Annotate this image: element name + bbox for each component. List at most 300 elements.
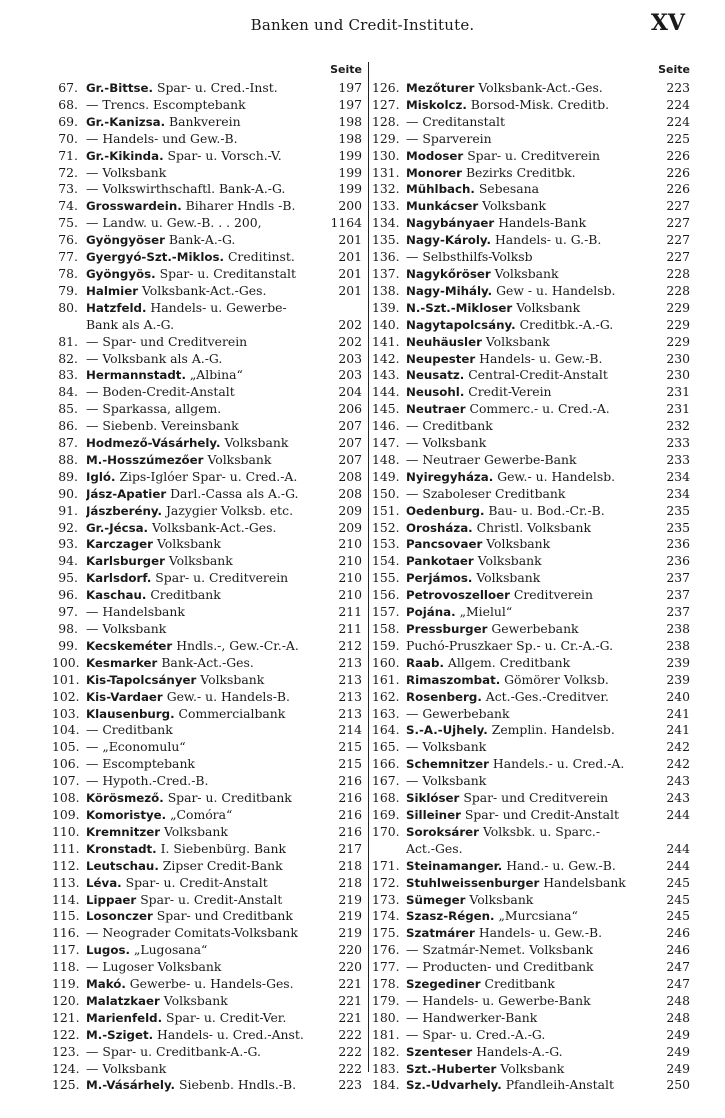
entry-institution: Volksbank <box>476 570 541 586</box>
entry-description <box>86 925 314 942</box>
entry-institution: — Szatmár-Nemet. Volksbank <box>406 942 593 958</box>
index-entry <box>372 993 690 1010</box>
entry-description <box>406 993 650 1010</box>
entry-institution: — Szaboleser Creditbank <box>406 485 566 501</box>
index-entry <box>52 452 362 469</box>
entry-institution: Spar- u. Creditbank <box>167 790 292 806</box>
entry-page: 244 <box>666 806 690 822</box>
entry-number: 106. <box>52 756 80 772</box>
index-entry <box>372 520 690 537</box>
entry-institution: Spar- u. Creditanstalt <box>159 265 296 281</box>
entry-number: 73. <box>58 181 78 197</box>
entry-institution: Handels- u. Gewerbe- <box>150 299 287 315</box>
entry-number: 74. <box>58 198 78 214</box>
entry-page: 247 <box>666 959 690 975</box>
index-entry <box>372 722 690 739</box>
entry-description <box>406 722 650 739</box>
entry-description <box>86 756 314 773</box>
entry-institution: Zipser Credit-Bank <box>162 857 283 873</box>
index-entry <box>52 1027 362 1044</box>
entry-place-name: Leutschau. <box>86 858 159 873</box>
index-entry <box>372 638 690 655</box>
entry-number: 180. <box>372 1009 400 1025</box>
entry-page: 1164 <box>330 215 362 231</box>
entry-page: 231 <box>666 384 690 400</box>
entry-page: 207 <box>338 451 362 467</box>
entry-page: 200 <box>338 198 362 214</box>
entry-description <box>406 908 650 925</box>
entry-number: 70. <box>58 130 78 146</box>
entry-description <box>406 807 650 824</box>
entry-place-name: Körösmező. <box>86 791 164 806</box>
entry-number: 137. <box>372 265 400 281</box>
index-entry <box>52 570 362 587</box>
entry-page: 198 <box>338 130 362 146</box>
entry-institution: — Volksbank <box>406 435 487 451</box>
entry-institution: — Volksbank <box>86 164 167 180</box>
entry-number: 92. <box>58 519 78 535</box>
entry-institution: Spar- und Creditverein <box>463 790 609 806</box>
entry-number: 76. <box>58 232 78 248</box>
entry-description <box>406 401 650 418</box>
entry-description <box>406 452 650 469</box>
entry-institution: Bank als A.-G. <box>86 316 175 332</box>
entry-institution: Spar- u. Vorsch.-V. <box>167 147 282 163</box>
entry-page: 215 <box>338 739 362 755</box>
entry-page: 207 <box>338 435 362 451</box>
entry-place-name: M.-Sziget. <box>86 1027 154 1042</box>
entry-description <box>406 131 650 148</box>
index-entry <box>52 317 362 334</box>
index-entry <box>52 621 362 638</box>
entry-institution: Volksbank <box>163 823 228 839</box>
entry-place-name: Karlsburger <box>86 554 165 569</box>
index-entry <box>372 587 690 604</box>
entry-description <box>86 858 314 875</box>
entry-description <box>406 536 650 553</box>
entry-place-name: Kaschau. <box>86 588 147 603</box>
page-header <box>0 8 725 44</box>
index-entry <box>52 334 362 351</box>
entry-description <box>406 1027 650 1044</box>
index-entry <box>372 739 690 756</box>
entry-page: 223 <box>338 1077 362 1093</box>
entry-page: 210 <box>338 570 362 586</box>
entry-page: 236 <box>666 536 690 552</box>
entry-place-name: Gyöngyöser <box>86 233 165 248</box>
entry-place-name: Makó. <box>86 977 126 992</box>
entry-description <box>406 638 650 655</box>
index-entry <box>372 367 690 384</box>
entry-institution: Gömörer Volksb. <box>504 671 609 687</box>
entry-number: 160. <box>372 654 400 670</box>
right-entry-list <box>372 80 690 1094</box>
entry-place-name: Petrovoszelloer <box>406 588 510 603</box>
index-entry <box>52 756 362 773</box>
index-entry <box>52 181 362 198</box>
entry-number: 112. <box>52 857 80 873</box>
entry-number: 123. <box>52 1043 80 1059</box>
entry-page: 201 <box>338 282 362 298</box>
index-entry <box>52 959 362 976</box>
entry-place-name: Sümeger <box>406 892 466 907</box>
entry-description <box>406 165 650 182</box>
index-entry <box>52 1044 362 1061</box>
entry-page: 212 <box>338 637 362 653</box>
index-entry <box>372 283 690 300</box>
entry-institution: Volksbank <box>516 299 581 315</box>
entry-page: 244 <box>666 857 690 873</box>
entry-place-name: Stuhlweissenburger <box>406 875 540 890</box>
index-entry <box>372 959 690 976</box>
entry-description <box>86 503 314 520</box>
entry-place-name: Kesmarker <box>86 655 158 670</box>
entry-number: 133. <box>372 198 400 214</box>
entry-institution: — Gewerbebank <box>406 705 510 721</box>
entry-description <box>86 435 314 452</box>
entry-number: 165. <box>372 739 400 755</box>
entry-institution: Bank-A.-G. <box>168 232 236 248</box>
entry-number: 114. <box>52 891 80 907</box>
entry-number: 167. <box>372 773 400 789</box>
entry-institution: Allgem. Creditbank <box>447 654 571 670</box>
entry-description <box>86 908 314 925</box>
entry-page: 247 <box>666 976 690 992</box>
entry-page: 221 <box>338 992 362 1008</box>
entry-description <box>86 367 314 384</box>
entry-place-name: Gr.-Kikinda. <box>86 148 164 163</box>
entry-place-name: Nagytapolcsány. <box>406 317 516 332</box>
index-entry <box>52 892 362 909</box>
entry-description <box>86 249 314 266</box>
entry-number: 163. <box>372 705 400 721</box>
entry-number: 85. <box>58 401 78 417</box>
index-entry <box>52 858 362 875</box>
entry-description <box>406 959 650 976</box>
entry-page: 218 <box>338 874 362 890</box>
index-entry <box>52 553 362 570</box>
index-entry <box>52 875 362 892</box>
entry-page: 242 <box>666 756 690 772</box>
entry-institution: — Creditanstalt <box>406 113 505 129</box>
index-entry <box>52 722 362 739</box>
entry-institution: Spar- u. Credit-Anstalt <box>140 891 283 907</box>
entry-description <box>406 604 650 621</box>
running-title: Banken und Credit-Institute. <box>250 16 475 34</box>
entry-description <box>406 486 650 503</box>
index-entry <box>372 148 690 165</box>
entry-description <box>406 334 650 351</box>
entry-page: 220 <box>338 942 362 958</box>
entry-page: 238 <box>666 621 690 636</box>
index-entry <box>372 418 690 435</box>
entry-place-name: Neusohl. <box>406 385 465 400</box>
entry-institution: Spar- u. Credit-Anstalt <box>125 874 268 890</box>
entry-page: 216 <box>338 806 362 822</box>
entry-institution: Volksbank <box>486 536 551 552</box>
entry-page: 242 <box>666 739 690 755</box>
index-entry <box>52 993 362 1010</box>
entry-number: 184. <box>372 1077 400 1093</box>
right-column <box>372 60 690 1094</box>
entry-page: 219 <box>338 891 362 907</box>
entry-description <box>406 824 650 841</box>
entry-page: 249 <box>666 1060 690 1076</box>
entry-number: 156. <box>372 587 400 603</box>
entry-place-name: Nagykőröser <box>406 266 491 281</box>
entry-page: 224 <box>666 113 690 129</box>
entry-number: 181. <box>372 1026 400 1042</box>
entry-institution: Gewerbe- u. Handels-Ges. <box>129 976 294 992</box>
entry-institution: Darl.-Cassa als A.-G. <box>170 485 299 501</box>
entry-description <box>406 317 650 334</box>
entry-institution: Handels- u. G.-B. <box>494 232 602 248</box>
entry-page: 231 <box>666 401 690 417</box>
entry-page: 210 <box>338 536 362 552</box>
entry-page: 222 <box>338 1043 362 1059</box>
index-entry <box>52 790 362 807</box>
index-entry <box>372 604 690 621</box>
entry-number: 150. <box>372 485 400 501</box>
entry-place-name: S.-A.-Ujhely. <box>406 723 488 738</box>
entry-number: 105. <box>52 739 80 755</box>
entry-number: 166. <box>372 756 400 772</box>
entry-place-name: Hodmező-Vásárhely. <box>86 436 221 451</box>
entry-place-name: Raab. <box>406 655 444 670</box>
index-entry <box>372 97 690 114</box>
entry-number: 91. <box>58 502 78 518</box>
entry-page: 218 <box>338 857 362 873</box>
entry-institution: Handels- u. Cred.-Anst. <box>157 1026 304 1042</box>
entry-number: 117. <box>52 942 80 958</box>
entry-number: 127. <box>372 96 400 112</box>
entry-institution: — Volksbank <box>86 1060 167 1076</box>
entry-description <box>406 706 650 723</box>
index-entry <box>52 1077 362 1094</box>
entry-institution: Zips-Iglóer Spar- u. Cred.-A. <box>119 468 298 484</box>
entry-institution: Volksbank <box>156 536 221 552</box>
entry-description <box>406 756 650 773</box>
entry-institution: Volksbank-Act.-Ges. <box>152 519 277 535</box>
entry-institution: Handels-Bank <box>498 215 587 231</box>
entry-number: 139. <box>372 299 400 315</box>
entry-institution: — Producten- und Creditbank <box>406 959 594 975</box>
entry-description <box>406 520 650 537</box>
index-entry <box>52 655 362 672</box>
entry-description <box>406 503 650 520</box>
entry-institution: Creditbank <box>484 976 555 992</box>
entry-description <box>86 131 314 148</box>
entry-number: 78. <box>58 265 78 281</box>
entry-institution: Bau- u. Bod.-Cr.-B. <box>488 502 605 518</box>
index-entry <box>52 739 362 756</box>
index-entry <box>372 773 690 790</box>
entry-number: 100. <box>52 654 80 670</box>
index-entry <box>372 300 690 317</box>
entry-description <box>86 317 314 334</box>
entry-page: 241 <box>666 705 690 721</box>
entry-place-name: Hatzfeld. <box>86 300 147 315</box>
entry-page: 213 <box>338 705 362 721</box>
entry-description <box>86 824 314 841</box>
index-entry <box>372 80 690 97</box>
entry-place-name: Neusatz. <box>406 368 465 383</box>
entry-number: 157. <box>372 604 400 620</box>
entry-institution: — Handels- und Gew.-B. <box>86 130 238 146</box>
entry-page: 227 <box>666 215 690 231</box>
index-entry <box>52 435 362 452</box>
entry-description <box>406 841 650 858</box>
left-column <box>52 60 362 1094</box>
entry-description <box>86 351 314 368</box>
entry-description <box>86 486 314 503</box>
entry-page: 225 <box>666 130 690 146</box>
entry-number: 122. <box>52 1026 80 1042</box>
entry-place-name: Szenteser <box>406 1044 473 1059</box>
index-entry <box>372 1010 690 1027</box>
entry-number: 109. <box>52 806 80 822</box>
entry-institution: „Mielul“ <box>459 604 513 620</box>
entry-page: 201 <box>338 265 362 281</box>
entry-description <box>406 1010 650 1027</box>
entry-number: 68. <box>58 96 78 112</box>
index-entry <box>372 807 690 824</box>
entry-description <box>406 351 650 368</box>
index-entry <box>52 283 362 300</box>
entry-number: 183. <box>372 1060 400 1076</box>
index-entry <box>372 892 690 909</box>
entry-number: 80. <box>58 299 78 315</box>
entry-institution: Spar- u. Creditverein <box>155 570 289 586</box>
entry-number: 82. <box>58 350 78 366</box>
index-entry <box>372 841 690 858</box>
entry-number: 169. <box>372 806 400 822</box>
entry-number: 102. <box>52 688 80 704</box>
entry-place-name: Munkácser <box>406 199 479 214</box>
entry-place-name: M.-Hosszúmezőer <box>86 452 204 467</box>
entry-institution: — Creditbank <box>406 418 493 434</box>
entry-page: 221 <box>338 976 362 992</box>
entry-page: 219 <box>338 908 362 924</box>
entry-place-name: Schemnitzer <box>406 757 489 772</box>
entry-description <box>406 469 650 486</box>
entry-description <box>86 739 314 756</box>
entry-institution: „Murcsiana“ <box>498 908 578 924</box>
entry-description <box>86 587 314 604</box>
index-entry <box>372 824 690 841</box>
entry-institution: Commerc.- u. Cred.-A. <box>469 401 610 417</box>
entry-number: 148. <box>372 451 400 467</box>
index-entry <box>52 638 362 655</box>
entry-place-name: Kis-Tapolcsányer <box>86 672 197 687</box>
entry-page: 237 <box>666 604 690 620</box>
entry-description <box>86 655 314 672</box>
entry-number: 79. <box>58 282 78 298</box>
entry-description <box>406 689 650 706</box>
entry-institution: — Handels- u. Gewerbe-Bank <box>406 992 591 1008</box>
entry-place-name: Karlsdorf. <box>86 571 152 586</box>
entry-page: 213 <box>338 654 362 670</box>
entry-description <box>86 283 314 300</box>
index-entry <box>52 942 362 959</box>
entry-description <box>86 232 314 249</box>
entry-place-name: Neupester <box>406 351 476 366</box>
entry-place-name: Gr.-Jécsa. <box>86 520 149 535</box>
entry-institution: Spar- und Creditbank <box>156 908 293 924</box>
page-column-label: Seite <box>658 63 690 76</box>
entry-institution: — Spar- u. Cred.-A.-G. <box>406 1026 546 1042</box>
entry-number: 177. <box>372 959 400 975</box>
entry-number: 103. <box>52 705 80 721</box>
entry-description <box>406 80 650 97</box>
entry-description <box>86 1010 314 1027</box>
entry-description <box>406 739 650 756</box>
entry-institution: — Volksbank als A.-G. <box>86 350 223 366</box>
index-entry <box>52 384 362 401</box>
entry-institution: — Handelsbank <box>86 604 185 620</box>
entry-place-name: Sz.-Udvarhely. <box>406 1078 502 1093</box>
entry-number: 147. <box>372 435 400 451</box>
entry-description <box>406 232 650 249</box>
entry-institution: Volksbank-Act.-Ges. <box>142 282 267 298</box>
index-entry <box>52 689 362 706</box>
entry-number: 90. <box>58 485 78 501</box>
index-entry <box>52 503 362 520</box>
entry-description <box>406 925 650 942</box>
entry-number: 136. <box>372 249 400 265</box>
entry-description <box>406 198 650 215</box>
entry-institution: — Siebenb. Vereinsbank <box>86 418 239 434</box>
entry-description <box>86 452 314 469</box>
index-entry <box>372 1077 690 1094</box>
index-entry <box>52 807 362 824</box>
entry-place-name: Nyiregyháza. <box>406 469 494 484</box>
entry-place-name: Szasz-Régen. <box>406 909 495 924</box>
entry-page: 233 <box>666 435 690 451</box>
entry-page: 204 <box>338 384 362 400</box>
entry-institution: Volksbk. u. Sparc.- <box>482 823 601 839</box>
entry-number: 96. <box>58 587 78 603</box>
entry-page: 248 <box>666 1009 690 1025</box>
index-entry <box>52 908 362 925</box>
entry-institution: — Landw. u. Gew.-B. . . 200, <box>86 215 262 231</box>
index-entry <box>52 351 362 368</box>
entry-page: 201 <box>338 249 362 265</box>
entry-place-name: Mezőturer <box>406 81 475 95</box>
entry-page: 219 <box>338 925 362 941</box>
entry-number: 118. <box>52 959 80 975</box>
entry-page: 229 <box>666 316 690 332</box>
entry-number: 94. <box>58 553 78 569</box>
entry-page: 233 <box>666 451 690 467</box>
index-entry <box>372 435 690 452</box>
entry-page: 216 <box>338 790 362 806</box>
entry-description <box>406 553 650 570</box>
entry-page: 228 <box>666 265 690 281</box>
entry-description <box>86 1077 314 1094</box>
entry-place-name: Silleiner <box>406 807 461 822</box>
entry-number: 108. <box>52 790 80 806</box>
index-entry <box>372 689 690 706</box>
index-entry <box>52 976 362 993</box>
entry-description <box>86 892 314 909</box>
entry-page: 248 <box>666 992 690 1008</box>
entry-description <box>406 1044 650 1061</box>
entry-page: 199 <box>338 164 362 180</box>
entry-description <box>406 858 650 875</box>
entry-institution: Creditverein <box>513 587 594 603</box>
entry-number: 132. <box>372 181 400 197</box>
